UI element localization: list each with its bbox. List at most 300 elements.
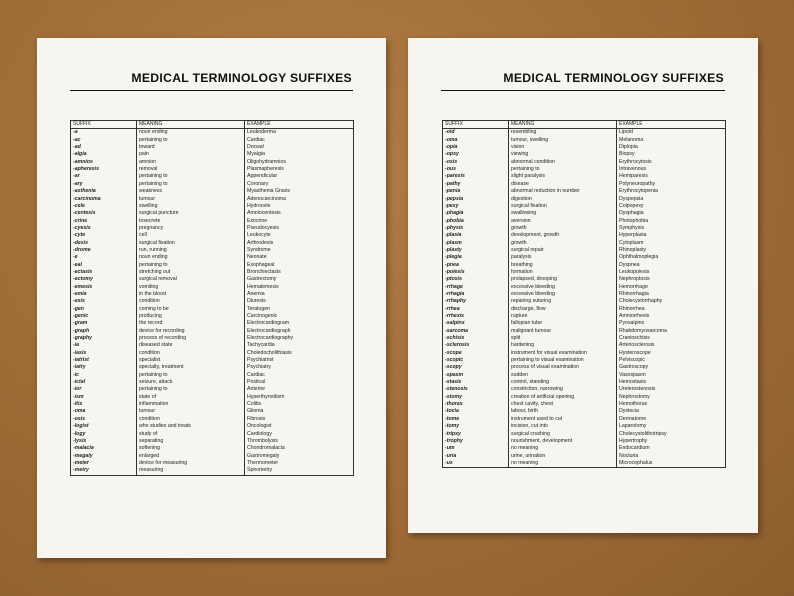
- cell-meaning: softening: [137, 445, 245, 452]
- cell-suffix: -sclerosis: [445, 342, 470, 349]
- cell-meaning: vision: [509, 144, 617, 151]
- cell-meaning: viewing: [509, 151, 617, 158]
- cell-meaning: pregnancy: [137, 225, 245, 232]
- table-row: [443, 335, 726, 342]
- cell-meaning: development, growth: [509, 232, 617, 239]
- table-header-row: [71, 121, 354, 129]
- cell-meaning: measuring: [137, 467, 245, 475]
- cell-example: Rhinoplasty: [617, 247, 726, 254]
- table-row: [71, 129, 354, 137]
- cell-meaning: no meaning: [509, 460, 617, 468]
- cell-example: Ophthalmoplegia: [617, 254, 726, 261]
- table-row: [71, 232, 354, 239]
- cell-meaning: chest cavity, chest: [509, 401, 617, 408]
- table-row: [71, 181, 354, 188]
- table-row: [71, 328, 354, 335]
- cell-meaning: diseased state: [137, 342, 245, 349]
- table-row: [71, 254, 354, 261]
- cell-example: Dystocia: [617, 408, 726, 415]
- cell-suffix: -graph: [73, 327, 90, 334]
- table-row: [443, 151, 726, 158]
- cell-suffix: -ptosis: [445, 276, 463, 283]
- table-row: [443, 276, 726, 283]
- cell-meaning: malignant tumour: [509, 328, 617, 335]
- cell-meaning: split: [509, 335, 617, 342]
- cell-example: Oligohydramnios: [245, 159, 354, 166]
- cell-example: Dyspepsia: [617, 195, 726, 202]
- cell-meaning: digestion: [509, 195, 617, 202]
- cell-suffix: -iatrist: [73, 357, 89, 364]
- table-row: [443, 445, 726, 452]
- cell-meaning: who studies and treats: [137, 423, 245, 430]
- cell-suffix: -oid: [445, 129, 455, 136]
- cell-suffix: -salpinx: [445, 320, 465, 327]
- title-divider: [70, 90, 353, 91]
- cell-meaning: pertaining to visual examination: [509, 357, 617, 364]
- table-row: [71, 408, 354, 415]
- cell-example: Hyperthyroidism: [245, 394, 354, 401]
- cell-example: Rhinorrhagia: [617, 291, 726, 298]
- cell-example: Fibrosis: [245, 416, 354, 423]
- cell-example: Dorsad: [245, 144, 354, 151]
- cell-meaning: surgical crushing: [509, 430, 617, 437]
- cell-suffix: -scopic: [445, 357, 464, 364]
- page-title: MEDICAL TERMINOLOGY SUFFIXES: [503, 71, 724, 85]
- table-row: [443, 291, 726, 298]
- cell-suffix: -a: [73, 129, 78, 136]
- cell-meaning: labour, birth: [509, 408, 617, 415]
- cell-example: Leukocyte: [245, 232, 354, 239]
- cell-suffix: -oma: [73, 408, 86, 415]
- cell-suffix: -ior: [73, 386, 82, 393]
- cell-example: Microcephalus: [617, 460, 726, 468]
- table-row: [443, 401, 726, 408]
- table-row: [71, 291, 354, 298]
- cell-suffix: -ectomy: [73, 276, 93, 283]
- table-row: [71, 298, 354, 305]
- cell-example: Nephrostomy: [617, 394, 726, 401]
- cell-meaning: no meaning: [509, 445, 617, 452]
- cell-meaning: pertaining to: [509, 166, 617, 173]
- table-row: [71, 262, 354, 269]
- cell-suffix: -genic: [73, 313, 89, 319]
- cell-suffix: -e: [73, 254, 78, 261]
- cell-meaning: swelling: [137, 203, 245, 210]
- table-row: [443, 217, 726, 224]
- cell-example: Adenocarcinoma: [245, 195, 354, 202]
- header-example: EXAMPLE: [245, 121, 354, 129]
- table-row: [443, 173, 726, 180]
- cell-meaning: surgical puncture: [137, 210, 245, 217]
- cell-example: Dysphagia: [617, 210, 726, 217]
- cell-example: Diuresis: [245, 298, 354, 305]
- cell-example: Rhinorrhea: [617, 306, 726, 313]
- cell-meaning: device for measuring: [137, 460, 245, 467]
- cell-suffix: -phagia: [445, 210, 464, 217]
- cell-suffix: -uria: [445, 452, 457, 459]
- table-row: [71, 313, 354, 320]
- cell-suffix: -metry: [71, 467, 137, 475]
- cell-suffix: -schisis: [445, 335, 465, 342]
- cell-suffix: -lysis: [73, 437, 87, 444]
- table-row: [443, 364, 726, 371]
- table-row: [443, 328, 726, 335]
- page-left: [37, 38, 386, 558]
- table-body-right: [443, 129, 726, 468]
- cell-example: Hemothorax: [617, 401, 726, 408]
- cell-example: Cardiac: [245, 137, 354, 144]
- table-row: [443, 298, 726, 305]
- cell-meaning: separating: [137, 438, 245, 445]
- cell-suffix: -gram: [73, 320, 88, 327]
- table-row: [71, 247, 354, 254]
- table-row: [71, 364, 354, 371]
- cell-meaning: noun ending: [137, 254, 245, 261]
- cell-example: Vasospasm: [617, 372, 726, 379]
- cell-meaning: state of: [137, 394, 245, 401]
- cell-meaning: pertaining to: [137, 372, 245, 379]
- cell-suffix: -tomy: [445, 423, 460, 430]
- cell-suffix: -rrhexis: [445, 313, 465, 319]
- cell-suffix: -rrhaphy: [445, 298, 467, 305]
- table-row: [443, 247, 726, 254]
- cell-suffix: -stenosis: [445, 386, 468, 393]
- table-row: [443, 416, 726, 423]
- table-row: [71, 342, 354, 349]
- table-row: [443, 240, 726, 247]
- table-row: [443, 195, 726, 202]
- cell-suffix: -opsy: [445, 151, 459, 158]
- table-row: [71, 452, 354, 459]
- suffix-table-left: [70, 120, 354, 476]
- cell-meaning: breathing: [509, 262, 617, 269]
- cell-suffix: -ia: [73, 342, 80, 349]
- cell-example: Colpopexy: [617, 203, 726, 210]
- table-row: [71, 276, 354, 283]
- cell-suffix: -esis: [73, 298, 85, 305]
- cell-example: Plasmapheresis: [245, 166, 354, 173]
- table-row: [443, 269, 726, 276]
- cell-example: Spirometry: [245, 467, 354, 475]
- table-row: [71, 159, 354, 166]
- table-row: [443, 460, 726, 468]
- cell-meaning: condition: [137, 350, 245, 357]
- cell-example: Anterior: [245, 386, 354, 393]
- cell-meaning: pertaining to: [137, 262, 245, 269]
- table-row: [443, 188, 726, 195]
- cell-suffix: -megaly: [73, 452, 93, 459]
- table-row: [443, 306, 726, 313]
- cell-meaning: producing: [137, 313, 245, 320]
- table-row: [71, 195, 354, 202]
- table-row: [71, 386, 354, 393]
- cell-meaning: the record: [137, 320, 245, 327]
- cell-example: Gastroscopy: [617, 364, 726, 371]
- cell-meaning: tumour: [137, 408, 245, 415]
- cell-meaning: sudden: [509, 372, 617, 379]
- cell-meaning: resembling: [509, 129, 617, 137]
- cell-meaning: cell: [137, 232, 245, 239]
- cell-meaning: specialty, treatment: [137, 364, 245, 371]
- table-row: [71, 467, 354, 475]
- table-row: [443, 438, 726, 445]
- cell-meaning: condition: [137, 416, 245, 423]
- cell-suffix: -tome: [445, 415, 460, 422]
- cell-example: Pseudocyesis: [245, 225, 354, 232]
- cell-meaning: run, running: [137, 247, 245, 254]
- cell-meaning: repairing suturing: [509, 298, 617, 305]
- cell-meaning: control, standing: [509, 379, 617, 386]
- cell-meaning: pertaining to: [137, 181, 245, 188]
- table-row: [443, 129, 726, 137]
- cell-example: Nephroptosis: [617, 276, 726, 283]
- cell-suffix: -plasty: [445, 246, 462, 253]
- cell-meaning: tumour, swelling: [509, 137, 617, 144]
- table-row: [443, 159, 726, 166]
- table-row: [443, 357, 726, 364]
- cell-example: Exocrine: [245, 217, 354, 224]
- cell-suffix: -gen: [73, 305, 84, 312]
- cell-example: Postical: [245, 379, 354, 386]
- cell-example: Melanoma: [617, 137, 726, 144]
- table-row: [443, 320, 726, 327]
- table-row: [443, 166, 726, 173]
- table-row: [71, 320, 354, 327]
- cell-meaning: urine, urination: [509, 452, 617, 459]
- cell-example: Cardiology: [245, 430, 354, 437]
- table-row: [443, 137, 726, 144]
- cell-example: Thrombolysis: [245, 438, 354, 445]
- cell-meaning: tumour: [137, 195, 245, 202]
- cell-suffix: -logy: [73, 430, 86, 437]
- table-row: [71, 284, 354, 291]
- cell-meaning: growth: [509, 240, 617, 247]
- cell-meaning: stretching out: [137, 269, 245, 276]
- table-row: [71, 445, 354, 452]
- cell-suffix: -stasis: [445, 379, 462, 386]
- cell-example: Teratogen: [245, 306, 354, 313]
- cell-example: Hyperplasia: [617, 232, 726, 239]
- cell-meaning: tosecrete: [137, 217, 245, 224]
- table-row: [71, 210, 354, 217]
- cell-example: Polyneuropathy: [617, 181, 726, 188]
- cell-meaning: excessive bleeding: [509, 291, 617, 298]
- cell-meaning: surgical removal: [137, 276, 245, 283]
- cell-meaning: seizure, attack: [137, 379, 245, 386]
- cell-meaning: instrument for visual examination: [509, 350, 617, 357]
- cell-suffix: -amnios: [73, 158, 93, 165]
- cell-example: Ureterostenosis: [617, 386, 726, 393]
- cell-example: Rhabdomyosarcoma: [617, 328, 726, 335]
- cell-meaning: instrument used to cut: [509, 416, 617, 423]
- table-row: [71, 460, 354, 467]
- cell-suffix: -drome: [73, 246, 91, 253]
- cell-example: Erythrocytopenia: [617, 188, 726, 195]
- cell-meaning: pertaining to: [137, 386, 245, 393]
- table-row: [71, 350, 354, 357]
- cell-suffix: -apheresis: [73, 166, 99, 173]
- cell-example: Symphysis: [617, 225, 726, 232]
- cell-suffix: -penia: [445, 188, 461, 195]
- table-row: [443, 262, 726, 269]
- cell-suffix: -plasia: [445, 232, 462, 239]
- table-row: [443, 232, 726, 239]
- cell-suffix: -asthenia: [73, 188, 96, 195]
- cell-suffix: -emesis: [73, 283, 93, 290]
- header-meaning: MEANING: [509, 121, 617, 129]
- cell-meaning: fallopian tube: [509, 320, 617, 327]
- cell-example: Esophageal: [245, 262, 354, 269]
- cell-suffix: -scopy: [445, 364, 462, 371]
- cell-example: Cardiac: [245, 372, 354, 379]
- table-row: [443, 225, 726, 232]
- cell-suffix: -tocia: [445, 408, 459, 415]
- table-row: [71, 306, 354, 313]
- cell-example: Coronary: [245, 181, 354, 188]
- cell-example: Glioma: [245, 408, 354, 415]
- cell-suffix: -plegia: [445, 254, 462, 261]
- table-row: [443, 254, 726, 261]
- cell-suffix: -logist: [73, 423, 89, 430]
- cell-suffix: -iasis: [73, 349, 87, 356]
- cell-example: Hematemesis: [245, 284, 354, 291]
- cell-example: Choledocholithiasis: [245, 350, 354, 357]
- cell-example: Anemia: [245, 291, 354, 298]
- cell-example: Nocturia: [617, 452, 726, 459]
- cell-example: Diplopia: [617, 144, 726, 151]
- cell-suffix: -cyesis: [73, 224, 91, 231]
- table-row: [71, 217, 354, 224]
- cell-suffix: -scope: [445, 349, 462, 356]
- cell-suffix: -pnea: [445, 261, 459, 268]
- cell-meaning: removal: [137, 166, 245, 173]
- cell-example: Hysteroscope: [617, 350, 726, 357]
- cell-example: Tachycardia: [245, 342, 354, 349]
- cell-example: Bronchiectasis: [245, 269, 354, 276]
- table-row: [443, 313, 726, 320]
- cell-meaning: swallowing: [509, 210, 617, 217]
- table-row: [71, 394, 354, 401]
- header-meaning: MEANING: [137, 121, 245, 129]
- cell-example: Dyspnea: [617, 262, 726, 269]
- cell-suffix: -opia: [445, 144, 458, 151]
- cell-suffix: -crine: [73, 217, 88, 224]
- cell-suffix: -stomy: [445, 393, 463, 400]
- title-divider: [441, 90, 725, 91]
- table-row: [71, 240, 354, 247]
- table-row: [443, 386, 726, 393]
- cell-example: Leukoderma: [245, 129, 354, 137]
- cell-example: Laparotomy: [617, 423, 726, 430]
- cell-meaning: paralysis: [509, 254, 617, 261]
- cell-meaning: device for recording: [137, 328, 245, 335]
- cell-example: Cranioschisis: [617, 335, 726, 342]
- cell-suffix: -poiesis: [445, 268, 465, 275]
- cell-example: Pelviscopic: [617, 357, 726, 364]
- cell-meaning: inflammation: [137, 401, 245, 408]
- cell-example: Gastrectomy: [245, 276, 354, 283]
- cell-example: Psychiatry: [245, 364, 354, 371]
- table-row: [71, 430, 354, 437]
- cell-example: Erythrocytosis: [617, 159, 726, 166]
- cell-suffix: -pepsia: [445, 195, 464, 202]
- cell-suffix: -pexy: [445, 202, 459, 209]
- table-row: [443, 284, 726, 291]
- cell-example: Myalgia: [245, 151, 354, 158]
- table-row: [443, 394, 726, 401]
- table-row: [71, 401, 354, 408]
- cell-suffix: -sarcoma: [445, 327, 469, 334]
- cell-suffix: -tripsy: [445, 430, 461, 437]
- cell-suffix: -carcinoma: [73, 195, 101, 202]
- cell-suffix: -cele: [73, 202, 85, 209]
- cell-suffix: -centesis: [73, 210, 96, 217]
- cell-meaning: enlarged: [137, 452, 245, 459]
- header-suffix: SUFFIX: [71, 121, 137, 129]
- cell-example: Carcinogenic: [245, 313, 354, 320]
- cell-suffix: -ictal: [73, 379, 86, 386]
- cell-meaning: incision, cut into: [509, 423, 617, 430]
- cell-suffix: -ary: [73, 180, 83, 187]
- cell-suffix: -ous: [445, 166, 456, 173]
- cell-suffix: -ectasis: [73, 268, 93, 275]
- table-row: [443, 181, 726, 188]
- table-row: [71, 137, 354, 144]
- cell-example: Colitis: [245, 401, 354, 408]
- table-row: [443, 203, 726, 210]
- cell-example: Dermatome: [617, 416, 726, 423]
- cell-meaning: rupture: [509, 313, 617, 320]
- cell-meaning: toward: [137, 144, 245, 151]
- cell-suffix: -osis: [445, 158, 458, 165]
- cell-suffix: -us: [443, 460, 509, 468]
- cell-meaning: creation of artificial opening: [509, 394, 617, 401]
- cell-example: Amniocentesis: [245, 210, 354, 217]
- cell-meaning: pertaining to: [137, 137, 245, 144]
- cell-meaning: slight paralysis: [509, 173, 617, 180]
- cell-meaning: nourishment, development: [509, 438, 617, 445]
- cell-example: Hydrocele: [245, 203, 354, 210]
- cell-meaning: prolapsed, drooping: [509, 276, 617, 283]
- cell-example: Electrocardiograph: [245, 328, 354, 335]
- cell-example: Arteriosclerosis: [617, 342, 726, 349]
- cell-meaning: pertaining to: [137, 173, 245, 180]
- cell-meaning: coming to be: [137, 306, 245, 313]
- cell-example: Pyosalpinx: [617, 320, 726, 327]
- cell-suffix: -desis: [73, 239, 88, 246]
- cell-meaning: weakness: [137, 188, 245, 195]
- cell-suffix: -paresis: [445, 173, 465, 180]
- cell-suffix: -cyte: [73, 232, 86, 239]
- cell-meaning: disease: [509, 181, 617, 188]
- cell-meaning: discharge, flow: [509, 306, 617, 313]
- cell-suffix: -ism: [73, 393, 84, 400]
- cell-example: Hemorrhage: [617, 284, 726, 291]
- cell-suffix: -phobia: [445, 217, 464, 224]
- cell-meaning: in the blood: [137, 291, 245, 298]
- cell-suffix: -osis: [73, 415, 86, 422]
- cell-example: Cholecystorrhaphy: [617, 298, 726, 305]
- cell-example: Endocardium: [617, 445, 726, 452]
- cell-example: Syndrome: [245, 247, 354, 254]
- cell-suffix: -rrhea: [445, 305, 460, 312]
- cell-meaning: surgical fixation: [509, 203, 617, 210]
- cell-suffix: -ar: [73, 173, 80, 180]
- table-row: [71, 269, 354, 276]
- cell-example: Myasthenia Gravis: [245, 188, 354, 195]
- cell-example: Lipoid: [617, 129, 726, 137]
- page-title: MEDICAL TERMINOLOGY SUFFIXES: [131, 71, 352, 85]
